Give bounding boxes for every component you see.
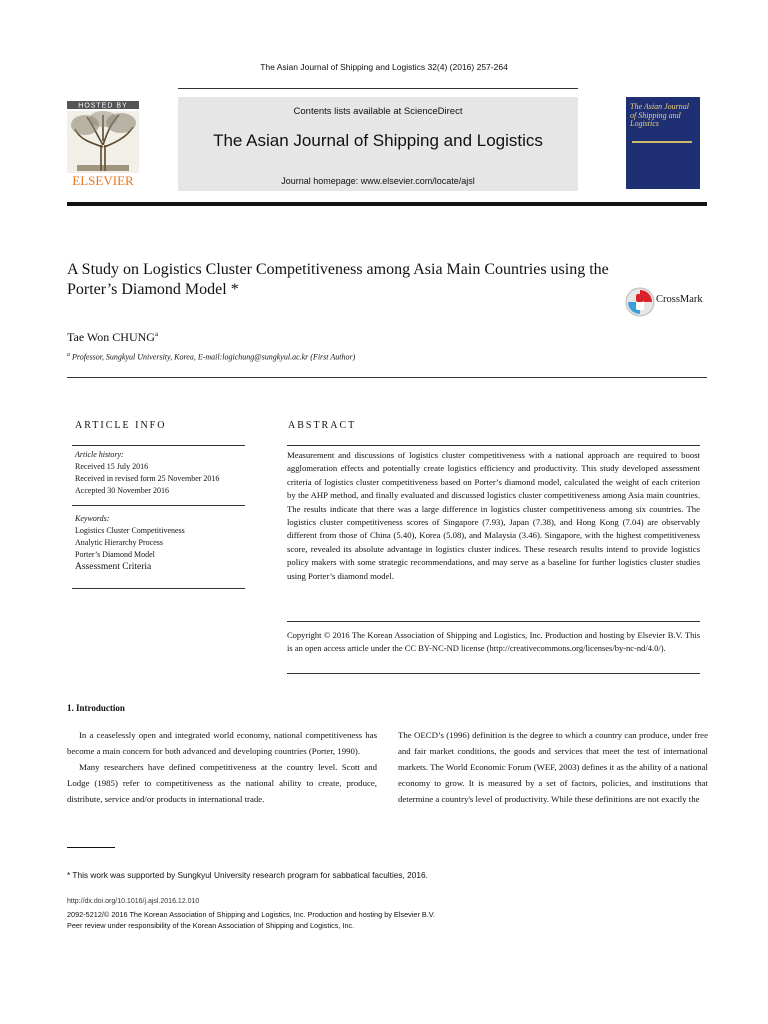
- article-info-rule-top: [72, 445, 245, 446]
- cover-rule: [632, 141, 692, 143]
- abstract-text: Measurement and discussions of logistics cluster competitiveness with a national approach are required to boost agglomeration effects and potentially create logistics efficiency and productivity. This study developed assessment criteria of logistics cluster competitiveness based on Porter’s diamond model, calculated the weight of each criterion by the AHP method, and finally evaluated and discussed logistics cluster competitiveness among Asia main countries. The results indicate that there was a large difference in logistics cluster competitiveness among six countries. The logistics cluster competitiveness scores of Singapore (7.93), Japan (7.38), and Hong Kong (7.04) are observably different from those of China (5.40), Korea (5.08), and Malaysia (3.46). Singapore, with the highest competitiveness score, revealed its absolute advantage in logistics cluster indices. These research results intend to provide logistics policy makers with some strategic recommendations, and may serve as a baseline for further logistics cluster studies using Porter’s diamond model.: [287, 450, 700, 581]
- article-info-heading: ARTICLE INFO: [75, 420, 167, 431]
- crossmark-label[interactable]: CrossMark: [656, 294, 703, 305]
- affiliation-rule: [67, 377, 707, 378]
- journal-homepage[interactable]: Journal homepage: www.elsevier.com/locate/ajsl: [281, 176, 475, 186]
- section-heading-introduction: 1. Introduction: [67, 703, 125, 713]
- affiliation-superscript: a: [67, 352, 70, 358]
- author-affiliation: $^a$ Professor, Sungkyul University, Korea, E-mail:logichung@sungkyul.ac.kr (First Author): [67, 352, 356, 362]
- abstract-rule-top: [287, 445, 700, 446]
- keyword-item: Assessment Criteria: [75, 562, 152, 572]
- journal-name: The Asian Journal of Shipping and Logistics: [213, 131, 543, 150]
- keyword-item: Analytic Hierarchy Process: [75, 538, 163, 547]
- article-info-rule-mid: [72, 505, 245, 506]
- abstract-rule-bottom: [287, 673, 700, 674]
- keyword-item: Logistics Cluster Competitiveness: [75, 526, 185, 535]
- peer-review-line: Peer review under responsibility of the Korean Association of Shipping and Logistics, Inc.: [67, 921, 355, 930]
- intro-paragraph: In a ceaselessly open and integrated world economy, national competitiveness has become a main concern for both advanced and developing countries (Porter, 1990).: [67, 730, 377, 756]
- footnote-rule: [67, 847, 115, 848]
- history-received: Received 15 July 2016: [75, 462, 149, 471]
- header-top-rule: [178, 88, 578, 89]
- copyright-notice: Copyright © 2016 The Korean Association of Shipping and Logistics, Inc. Production and hosting by Elsevier B.V. This is an open access article under the CC BY-NC-ND license (http://creativecommons.org/licenses/by-nc-nd/4.0/).: [287, 630, 700, 653]
- author-superscript: a: [154, 330, 159, 338]
- issn-line: 2092-5212/© 2016 The Korean Association of Shipping and Logistics, Inc. Production and hosting by Elsevier B.V.: [67, 910, 436, 919]
- logo-hosted-by: HOSTED BY: [78, 102, 128, 110]
- cover-title: The Asian Journal of Shipping and Logistics: [630, 102, 689, 128]
- article-info-rule-bottom: [72, 588, 245, 589]
- header-thick-rule: [67, 202, 707, 206]
- footnote: * This work was supported by Sungkyul University research program for sabbatical faculties, 2016.: [67, 870, 428, 880]
- history-accepted: Accepted 30 November 2016: [75, 486, 169, 495]
- elsevier-logo-icon: [67, 101, 139, 187]
- journal-reference: The Asian Journal of Shipping and Logistics 32(4) (2016) 257-264: [260, 62, 508, 72]
- intro-paragraph: The OECD’s (1996) definition is the degree to which a country can produce, under free and fair market conditions, the goods and services that meet the test of international markets. The World Economic Forum (WEF, 2003) defines it as the ability of a national economy to grow. It is measured by a set of factors, policies, and institutions that determine a country's level of productivity. While these definitions are not exactly the: [398, 730, 708, 804]
- keyword-item: Porter’s Diamond Model: [75, 550, 155, 559]
- intro-right-column: [398, 727, 708, 807]
- article-title: A Study on Logistics Cluster Competitiveness among Asia Main Countries using the Porter’s Diamond Model *: [67, 261, 609, 298]
- history-label: Article history:: [75, 450, 124, 459]
- abstract-rule-mid: [287, 621, 700, 622]
- logo-publisher: ELSEVIER: [72, 173, 134, 187]
- author-name: Tae Won CHUNG$^a$: [67, 330, 159, 344]
- keywords-label: Keywords:: [75, 514, 110, 523]
- contents-available-line: Contents lists available at ScienceDirect: [293, 106, 463, 117]
- abstract-heading: ABSTRACT: [288, 420, 357, 431]
- intro-left-column: [67, 727, 377, 807]
- doi-link[interactable]: http://dx.doi.org/10.1016/j.ajsl.2016.12.010: [67, 898, 200, 905]
- history-revised: Received in revised form 25 November 2016: [75, 474, 220, 483]
- intro-paragraph: Many researchers have defined competitiveness at the country level. Scott and Lodge (1985) refer to competitiveness as the national ability to create, produce, distribute, service and/or products in international trade.: [67, 762, 377, 804]
